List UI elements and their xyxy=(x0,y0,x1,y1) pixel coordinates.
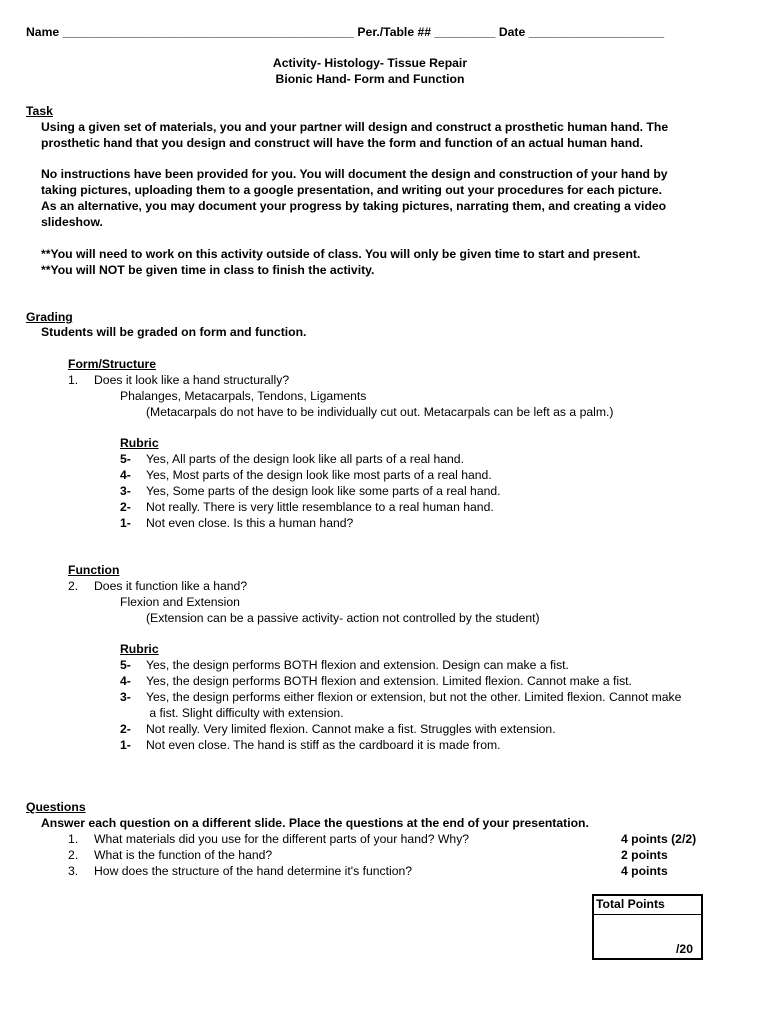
form-rubric-item: 4- Yes, Most parts of the design look like most parts of a real hand. xyxy=(120,468,492,482)
task-heading: Task xyxy=(26,104,53,118)
question-item: 2. What is the function of the hand? xyxy=(68,848,273,862)
form-rubric-heading: Rubric xyxy=(120,436,159,450)
form-rubric-item: 5- Yes, All parts of the design look like all parts of a real hand. xyxy=(120,452,464,466)
function-note: (Extension can be a passive activity- action not controlled by the student) xyxy=(146,611,540,625)
form-question xyxy=(68,372,289,388)
form-detail: Phalanges, Metacarpals, Tendons, Ligaments xyxy=(120,389,367,403)
question-points: 2 points xyxy=(621,848,668,862)
question-points: 4 points xyxy=(621,864,668,878)
question-item: 1. What materials did you use for the different parts of your hand? Why? xyxy=(68,832,470,846)
total-points-value: /20 xyxy=(676,942,693,956)
grading-intro: Students will be graded on form and function. xyxy=(41,325,307,339)
function-rubric-item: 5- Yes, the design performs BOTH flexion and extension. Design can make a fist. xyxy=(120,658,569,672)
grading-heading: Grading xyxy=(26,310,73,324)
function-rubric-heading: Rubric xyxy=(120,642,159,656)
task-note-1: **You will need to work on this activity outside of class. You will only be given time to start and present. xyxy=(41,247,641,261)
function-rubric-item: 2- Not really. Very limited flexion. Cannot make a fist. Struggles with extension. xyxy=(120,722,556,736)
total-points-label: Total Points xyxy=(594,896,701,915)
task-note-2: **You will NOT be given time in class to finish the activity. xyxy=(41,263,375,277)
form-rubric-item: 1- Not even close. Is this a human hand? xyxy=(120,516,354,530)
question-item: 3. How does the structure of the hand determine it's function? xyxy=(68,864,413,878)
function-heading: Function xyxy=(68,563,120,577)
function-rubric-item: 3- Yes, the design performs either flexion or extension, but not the other. Limited flexion. Cannot make xyxy=(120,690,682,704)
form-rubric-item: 2- Not really. There is very little resemblance to a real human hand. xyxy=(120,500,494,514)
questions-intro: Answer each question on a different slide. Place the questions at the end of your presentation. xyxy=(41,816,589,830)
form-question-text: Does it look like a hand structurally? xyxy=(94,373,290,387)
function-question-text: Does it function like a hand? xyxy=(94,579,248,593)
questions-heading: Questions xyxy=(26,800,86,814)
name-period-date-line: Name ___________________________________________ Per./Table ## _________ Date ____________________ xyxy=(26,25,665,39)
function-detail: Flexion and Extension xyxy=(120,595,240,609)
task-paragraph-2-line-1: No instructions have been provided for you. You will document the design and construction of your hand by xyxy=(41,167,668,181)
task-paragraph-2-line-2: taking pictures, uploading them to a google presentation, and writing out your procedures for each picture. xyxy=(41,183,662,197)
task-paragraph-1-line-2: prosthetic hand that you design and construct will have the form and function of an actual human hand. xyxy=(41,136,643,150)
function-question-number: 2. xyxy=(68,579,79,593)
total-points-box xyxy=(592,894,703,960)
form-note: (Metacarpals do not have to be individually cut out. Metacarpals can be left as a palm.) xyxy=(146,405,614,419)
task-paragraph-2-line-4: slideshow. xyxy=(41,215,103,229)
function-rubric-item: 1- Not even close. The hand is stiff as the cardboard it is made from. xyxy=(120,738,501,752)
title-line-2: Bionic Hand- Form and Function xyxy=(275,72,465,86)
question-points: 4 points (2/2) xyxy=(621,832,697,846)
task-paragraph-1-line-1: Using a given set of materials, you and your partner will design and construct a prosthetic human hand. The xyxy=(41,120,669,134)
form-rubric-item: 3- Yes, Some parts of the design look like some parts of a real hand. xyxy=(120,484,501,498)
form-question-number: 1. xyxy=(68,373,79,387)
function-question xyxy=(68,578,247,594)
function-rubric-item: 4- Yes, the design performs BOTH flexion and extension. Limited flexion. Cannot make a fist. xyxy=(120,674,632,688)
form-structure-heading: Form/Structure xyxy=(68,357,157,371)
function-rubric-item-continuation: a fist. Slight difficulty with extension. xyxy=(146,706,344,720)
task-paragraph-2-line-3: As an alternative, you may document your progress by taking pictures, narrating them, and creating a video xyxy=(41,199,667,213)
title-line-1: Activity- Histology- Tissue Repair xyxy=(272,56,468,70)
